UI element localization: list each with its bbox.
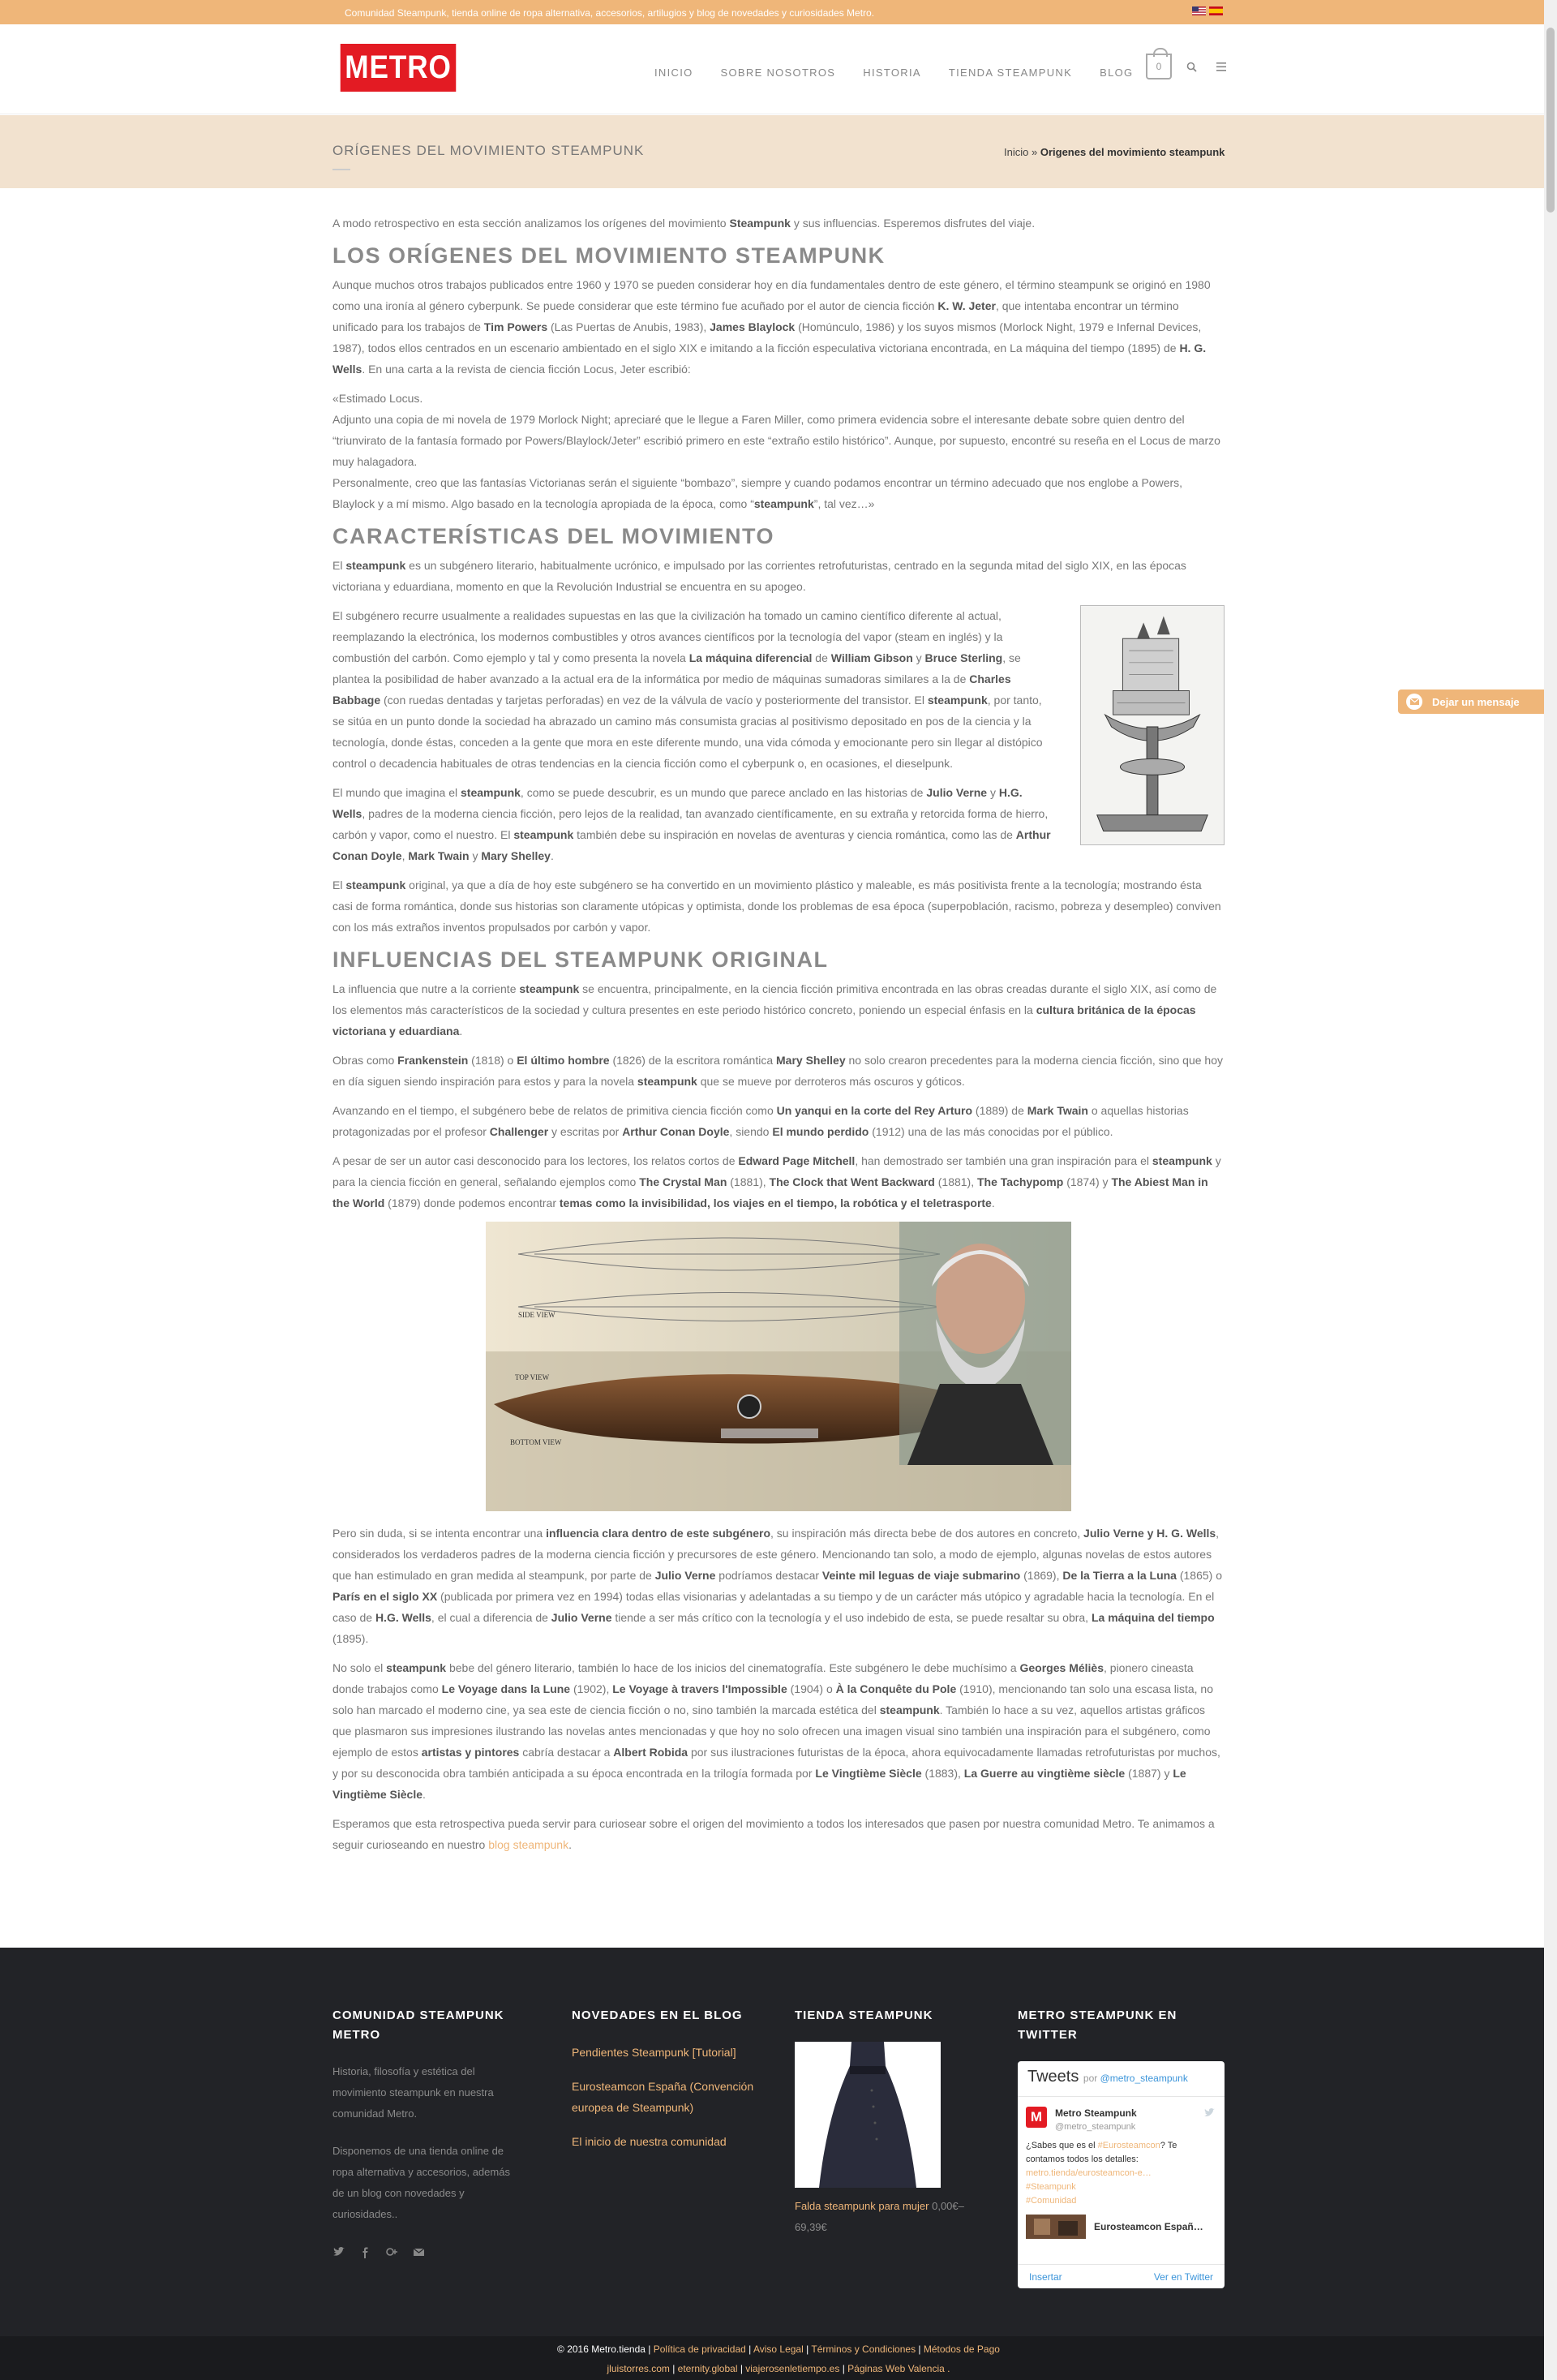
footer-blog-link[interactable]: Eurosteamcon España (Convención europea de Steampunk) (572, 2080, 754, 2114)
breadcrumb-current: Origenes del movimiento steampunk (1040, 146, 1225, 158)
page-title: ORÍGENES DEL MOVIMIENTO STEAMPUNK (332, 143, 645, 158)
search-icon[interactable] (1186, 62, 1197, 72)
footer-blog (572, 2006, 766, 2165)
paragraph: No solo el steampunk bebe del género literario, también lo hace de los inicios del cinematografía. Este subgénero le debe muchísimo a Georges Méliès, pionero cineasta donde trabajos como Le Voyage dans la Lune (1902), Le Voyage à travers l'Impossible (1904) o À la Conquête du Pole (1910), mencionando tan solo una escasa lista, no solo han marcado el moderno cine, ya sea este de ciencia ficción o no, sino también la marcada estética del steampunk. También lo hace a su vez, aquellos artistas gráficos que plasmaron sus impresiones ilustrando las novelas antes mencionadas y que hoy no solo ofrecen una imagen visual sino también una inspiración para el subgénero, como ejemplo de estos artistas y pintores cabría destacar a Albert Robida por sus ilustraciones futuristas de la época, ahora equivocadamente llamadas retrofuturistas por muchos, y por su desconocida obra también anticipada a su época encontrada en la trilogía formada por Le Vingtième Siècle (1883), La Guerre au vingtième siècle (1887) y Le Vingtième Siècle. (332, 1661, 1220, 1801)
footer-blog-title: NOVEDADES EN EL BLOG (572, 2008, 743, 2022)
blog-steampunk-link[interactable]: blog steampunk (488, 1838, 569, 1851)
metro-logo[interactable]: METRO (341, 44, 457, 92)
breadcrumb (1004, 146, 1225, 158)
footer-about (332, 2006, 519, 2258)
nautilus-jules-verne-image (486, 1222, 1071, 1511)
breadcrumb-separator: » (1031, 146, 1038, 158)
bottom-bar (0, 2336, 1557, 2380)
main-nav (654, 67, 1160, 79)
tweet (1026, 2107, 1216, 2239)
social-links (332, 2246, 519, 2258)
leave-message-button[interactable] (1398, 690, 1549, 714)
heading-caracteristicas: CARACTERÍSTICAS DEL MOVIMIENTO (332, 524, 775, 548)
top-bar (0, 0, 1557, 24)
scrollbar-thumb[interactable] (1546, 28, 1555, 213)
nav-item-tienda[interactable]: TIENDA STEAMPUNK (948, 67, 1073, 79)
language-flags (1192, 6, 1223, 15)
jeter-quote (332, 388, 1225, 514)
nav-item-sobre-nosotros[interactable]: SOBRE NOSOTROS (720, 67, 836, 79)
quote-line: Adjunto una copia de mi novela de 1979 Morlock Night; apreciaré que le llegue a Faren Miller, como primera evidencia sobre el interesante debate sobre quien dentro del “triunvirato de la fantasía formado por Powers/Blaylock/Jeter” escribió primero en este “extraño estilo histórico”. Aunque, por supuesto, encontré su reseña en el Locus de marzo muy halagadora. (332, 413, 1220, 468)
footer-twitter-title: METRO STEAMPUNK EN TWITTER (1018, 2008, 1177, 2042)
privacy-link[interactable]: Política de privacidad (653, 2343, 746, 2355)
terms-link[interactable]: Términos y Condiciones (811, 2343, 916, 2355)
title-bar (0, 115, 1557, 188)
footer-about-text: Disponemos de una tienda online de ropa alternativa y accesorios, además de un blog con novedades y curiosidades.. (332, 2145, 510, 2220)
title-underline (332, 169, 350, 170)
paragraph: Pero sin duda, si se intenta encontrar una influencia clara dentro de este subgénero, su inspiración más directa bebe de dos autores en concreto, Julio Verne y H. G. Wells, considerados los verdaderos padres de la moderna ciencia ficción y precursores de este género. Mencionando tan solo, a modo de ejemplo, algunas novelas de estos autores que han estimulado en gran medida al steampunk, por parte de Julio Verne podríamos destacar Veinte mil leguas de viaje submarino (1869), De la Tierra a la Luna (1865) o París en el siglo XX (publicada por primera vez en 1994) todas ellas visionarias y adelantadas a su tiempo y de un carácter más utópico y agradable hacia la tecnología. En el caso de H.G. Wells, el cual a diferencia de Julio Verne tiende a ser más crítico con la tecnología y el uso indebido de esta, se puede resaltar su obra, La máquina del tiempo (1895). (332, 1527, 1223, 1645)
partner-link[interactable]: eternity.global (677, 2363, 738, 2374)
bottom-links-row: © 2016 Metro.tienda | Política de privacidad | Aviso Legal | Términos y Condiciones | Métodos de Pago (557, 2343, 1000, 2355)
tweet-handle: @metro_steampunk (1055, 2122, 1136, 2132)
closing-paragraph: Esperamos que esta retrospectiva pueda servir para curiosear sobre el origen del movimiento a todos los interesados que pasen por nuestra comunidad Metro. Te animamos a seguir curioseando en nuestro blog steampunk. (332, 1817, 1215, 1851)
heading-influencias: INFLUENCIAS DEL STEAMPUNK ORIGINAL (332, 947, 829, 972)
paragraph: El subgénero recurre usualmente a realidades supuestas en las que la civilización ha tomado un camino científico diferente al actual, reemplazando la electrónica, los modernos combustibles y otros avances científicos por la tecnología del vapor (steam en inglés) y la combustión del carbón. Como ejemplo y tal y como presenta la novela La máquina diferencial de William Gibson y Bruce Sterling, se plantea la posibilidad de haber avanzado a la actual era de la informática por medio de máquinas sumadoras similares a la de Charles Babbage (con ruedas dentadas y tarjetas perforadas) en vez de la válvula de vacío y posteriormente del transistor. El steampunk, por tanto, se sitúa en un punto donde la sociedad ha abrazado un camino más consumista gracias al positivismo depositado en pos de la ciencia y la tecnología, donde éstas, conceden a la gente que mora en este diferente mundo, una vida cómoda y emocionante pero sin llegar al distópico control o decadencia habituales de otras tendencias en la ciencia ficción como el cyberpunk o, en ocasiones, el dieselpunk. (332, 609, 1043, 770)
image-label-side: SIDE VIEW (518, 1311, 555, 1319)
paragraph: A pesar de ser un autor casi desconocido para los lectores, los relatos cortos de Edward Page Mitchell, han demostrado ser también una gran inspiración para el steampunk y para la ciencia ficción en general, señalando ejemplos como The Crystal Man (1881), The Clock that Went Backward (1881), The Tachypomp (1874) y The Abiest Man in the World (1879) donde podemos encontrar temas como la invisibilidad, los viajes en el tiempo, la robótica y el teletrasporte. (332, 1154, 1221, 1209)
twitter-widget-header: Tweets por @metro_steampunk (1018, 2061, 1225, 2097)
steampunk-skirt-image[interactable] (795, 2042, 941, 2188)
paragraph: Aunque muchos otros trabajos publicados entre 1960 y 1970 se pueden considerar hoy en día fundamentales dentro de este género, el término steampunk se originó en 1980 como una ironía al género cyberpunk. Se puede considerar que este término fue acuñado por el autor de ciencia ficción K. W. Jeter, que intentaba encontrar un término unificado para los trabajos de Tim Powers (Las Puertas de Anubis, 1983), James Blaylock (Homúnculo, 1986) y los suyos mismos (Morlock Night, 1979 e Infernal Devices, 1987), todos ellos centrados en un escenario ambientado en el siglo XIX e imitando a la ficción especulativa victoriana encontrada, en La máquina del tiempo (1895) de H. G. Wells. En una carta a la revista de ciencia ficción Locus, Jeter escribió: (332, 278, 1211, 376)
english-flag-icon[interactable] (1192, 6, 1206, 15)
paragraph: El mundo que imagina el steampunk, como se puede descubrir, es un mundo que parece anclado en las historias de Julio Verne y H.G. Wells, padres de la moderna ciencia ficción, pero lejos de la realidad, tan avanzado científicamente, en su extraña y retorcida forma de hierro, carbón y vapor, como el nuestro. El steampunk también debe su inspiración en novelas de aventuras y ciencia romántica, como las de Arthur Conan Doyle, Mark Twain y Mary Shelley. (332, 786, 1051, 862)
tweet-card-image (1026, 2215, 1086, 2239)
partner-link[interactable]: jluistorres.com (607, 2363, 670, 2374)
footer-shop (795, 2006, 989, 2238)
quote-line: Personalmente, creo que las fantasías Victorianas serán el siguiente “bombazo”, siempre y cuando podamos encontrar un término adecuado que nos englobe a Powers, Blaylock y a mí mismo. Algo basado en la tecnología apropiada de la época, como “steampunk”, tal vez…» (332, 476, 1183, 510)
embed-link[interactable]: Insertar (1029, 2271, 1062, 2283)
mail-icon (1406, 694, 1422, 710)
copyright: © 2016 Metro.tienda (557, 2343, 646, 2355)
intro-paragraph: A modo retrospectivo en esta sección analizamos los orígenes del movimiento Steampunk y sus influencias. Esperemos disfrutes del viaje. (332, 217, 1036, 230)
nav-item-historia[interactable]: HISTORIA (863, 67, 921, 79)
paragraph: La influencia que nutre a la corriente steampunk se encuentra, principalmente, en la ciencia ficción primitiva encontrada en las obras creadas durante el siglo XIX, así como de los elementos más característicos de la sociedad y cultura presentes en este periodo histórico concreto, poniendo un especial énfasis en la cultura británica de la épocas victoriana y eduardiana. (332, 982, 1217, 1037)
legal-link[interactable]: Aviso Legal (753, 2343, 804, 2355)
footer-blog-link[interactable]: Pendientes Steampunk [Tutorial] (572, 2046, 736, 2059)
image-label-top: TOP VIEW (515, 1373, 550, 1381)
email-icon[interactable] (413, 2246, 425, 2258)
tweet-card-title: Eurosteamcon Españ… (1094, 2220, 1203, 2232)
cart-count: 0 (1156, 61, 1162, 72)
partner-link[interactable]: viajerosenletiempo.es (745, 2363, 840, 2374)
footer-about-title: COMUNIDAD STEAMPUNK METRO (332, 2008, 504, 2042)
twitter-widget (1018, 2061, 1225, 2288)
tweet-avatar[interactable]: M (1026, 2107, 1047, 2128)
page-scrollbar[interactable] (1544, 0, 1557, 2380)
footer-blog-link[interactable]: El inicio de nuestra comunidad (572, 2135, 727, 2148)
paragraph: El steampunk es un subgénero literario, habitualmente ucrónico, e impulsado por las corrientes retrofuturistas, centrado en la segunda mitad del siglo XIX, en las épocas victoriana y eduardiana, momento en que la Revolución Industrial se encuentra en su apogeo. (332, 559, 1186, 593)
footer-shop-title: TIENDA STEAMPUNK (795, 2008, 933, 2022)
view-on-twitter-link[interactable]: Ver en Twitter (1153, 2271, 1213, 2283)
tweet-card[interactable] (1026, 2215, 1216, 2239)
product-name[interactable]: Falda steampunk para mujer (795, 2200, 929, 2212)
paragraph: Obras como Frankenstein (1818) o El último hombre (1826) de la escritora romántica Mary Shelley no solo crearon precedentes para la moderna ciencia ficción, sino que hoy en día siguen siendo inspiración para estos y para la novela steampunk que se mueve por derroteros más oscuros y góticos. (332, 1054, 1223, 1088)
paragraph: Avanzando en el tiempo, el subgénero bebe de relatos de primitiva ciencia ficción como Un yanqui en la corte del Rey Arturo (1889) de Mark Twain o aquellas historias protagonizadas por el profesor Challenger y escritas por Arthur Conan Doyle, siendo El mundo perdido (1912) una de las más conocidas por el público. (332, 1104, 1189, 1138)
twitter-widget-footer (1018, 2264, 1225, 2288)
tweet-author[interactable]: Metro Steampunk (1055, 2107, 1137, 2119)
product-price: 0,00€–69,39€ (795, 2200, 964, 2233)
top-bar-message: Comunidad Steampunk, tienda online de ropa alternativa, accesorios, artilugios y blog de novedades y curiosidades Metro. (345, 7, 875, 19)
site-footer (0, 1948, 1557, 2336)
leave-message-label: Dejar un mensaje (1432, 695, 1520, 708)
twitter-icon[interactable] (332, 2246, 345, 2258)
google-plus-icon[interactable] (386, 2246, 398, 2258)
nav-item-blog[interactable]: BLOG (1100, 67, 1134, 79)
partner-link[interactable]: Páginas Web Valencia . (847, 2363, 950, 2374)
twitter-bird-icon (1203, 2108, 1215, 2118)
article-content (332, 213, 1225, 1863)
quote-line: «Estimado Locus. (332, 392, 423, 405)
nav-item-inicio[interactable]: INICIO (654, 67, 693, 79)
facebook-icon[interactable] (359, 2246, 371, 2258)
breadcrumb-home[interactable]: Inicio (1004, 146, 1029, 158)
footer-twitter (1018, 2006, 1225, 2045)
site-header (0, 24, 1557, 114)
footer-about-text: Historia, filosofía y estética del movimiento steampunk en nuestra comunidad Metro. (332, 2065, 494, 2120)
image-label-bottom: BOTTOM VIEW (510, 1438, 562, 1446)
bottom-partners-row: jluistorres.com | eternity.global | viajerosenletiempo.es | Páginas Web Valencia . (607, 2363, 950, 2374)
tweet-text: ¿Sabes que es el #Eurosteamcon? Te contamos todos los detalles: metro.tienda/eurosteamcon-e… #Steampunk #Comunidad (1026, 2141, 1177, 2206)
payment-link[interactable]: Métodos de Pago (923, 2343, 1000, 2355)
heading-origenes: LOS ORÍGENES DEL MOVIMIENTO STEAMPUNK (332, 243, 886, 268)
steampunk-tower-illustration (1080, 605, 1225, 845)
spanish-flag-icon[interactable] (1209, 6, 1223, 15)
cart-icon[interactable] (1146, 54, 1172, 79)
twitter-handle-link[interactable]: @metro_steampunk (1100, 2073, 1188, 2084)
paragraph: El steampunk original, ya que a día de hoy este subgénero se ha convertido en un movimiento plástico y maleable, es más positivista frente a la tecnología; mostrando ésta casi de forma romántica, donde sus historias son claramente utópicas y optimista, donde los problemas de esa época (superpoblación, racismo, pobreza y desempleo) conviven con los más extraños inventos propulsados por carbón y vapor. (332, 879, 1221, 934)
menu-icon[interactable] (1216, 62, 1226, 71)
